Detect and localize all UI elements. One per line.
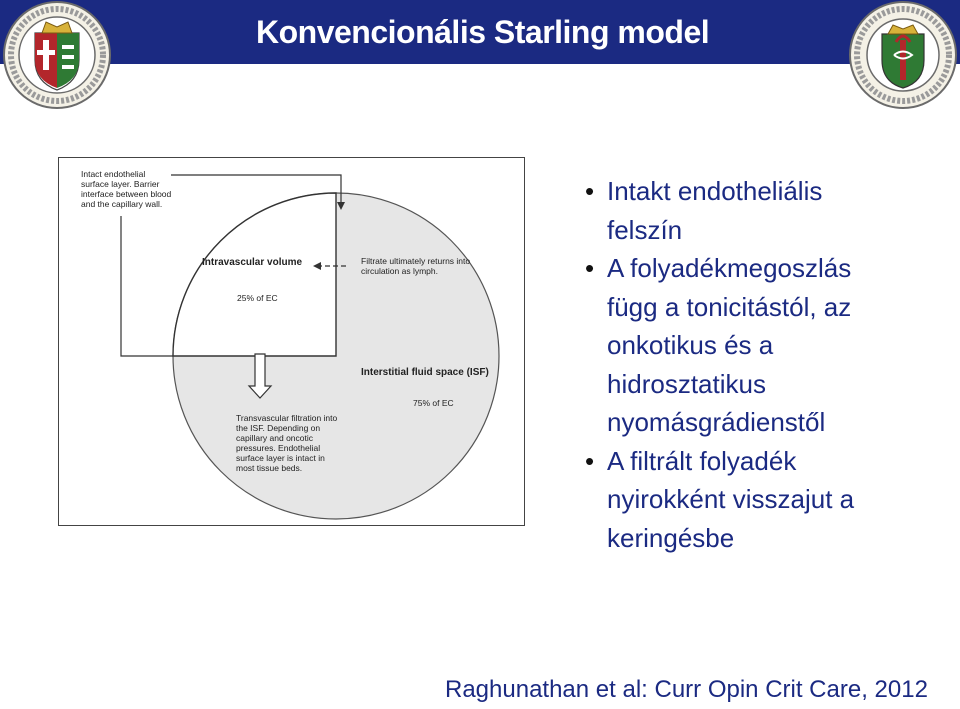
intravascular-label: Intravascular volume <box>202 257 303 268</box>
bullet-line: hidrosztatikus <box>607 368 766 399</box>
intravascular-percentage: 25% of EC <box>237 293 278 303</box>
isf-label: Interstitial fluid space (ISF) <box>361 367 489 378</box>
bullet-line: nyomásgrádienstől <box>607 407 826 437</box>
bullet-dot-icon: • <box>585 445 595 476</box>
lymph-note: Filtrate ultimately returns into circulation as lymph. <box>361 256 471 276</box>
bullet-line: felszín <box>607 214 683 245</box>
bullet-line: nyirokként visszajut a <box>607 484 855 514</box>
bullet-line: keringésbe <box>607 522 735 553</box>
bullet-line: A folyadékmegoszlás <box>607 253 852 283</box>
slide-title: Konvencionális Starling model <box>256 14 710 50</box>
bullet-list <box>585 172 935 557</box>
bullet-line: A filtrált folyadék <box>607 445 797 476</box>
university-seal-left-icon <box>2 0 112 110</box>
bullet-dot-icon: • <box>585 176 595 206</box>
citation: Raghunathan et al: Curr Opin Crit Care, 2012 <box>445 676 928 703</box>
filtration-note: Transvascular filtration into the ISF. Depending on capillary and oncotic pressures. Endothelial surface layer is intact in most tissue beds. <box>236 413 338 473</box>
intravascular-wedge <box>173 193 336 356</box>
bullet-line: onkotikus és a <box>607 330 774 360</box>
bullet-line: függ a tonicitástól, az <box>607 291 852 322</box>
bullet-item <box>585 442 935 558</box>
bullet-line: Intakt endotheliális <box>607 176 823 206</box>
university-seal-right-icon <box>848 0 958 110</box>
endothelial-note: Intact endothelial surface layer. Barrier interface between blood and the capillary wall. <box>81 169 172 209</box>
bullet-item <box>585 172 935 249</box>
isf-percentage: 75% of EC <box>413 398 454 408</box>
bullet-item <box>585 249 935 442</box>
starling-model-figure <box>58 157 525 526</box>
endothelial-pointer <box>121 216 173 356</box>
bullet-dot-icon: • <box>585 253 595 283</box>
